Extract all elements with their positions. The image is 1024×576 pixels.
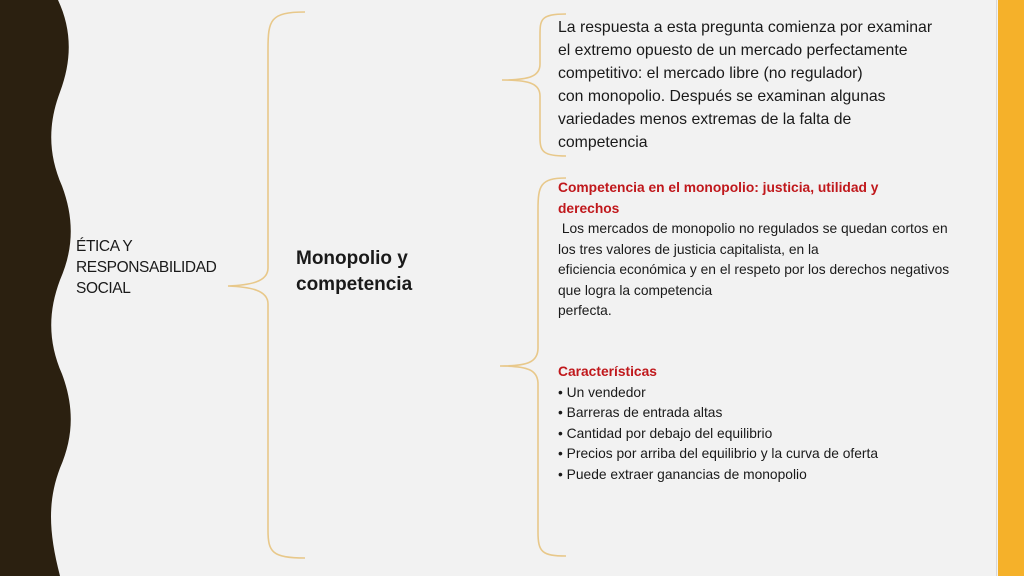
list-item: • Un vendedor [558,383,1003,404]
competencia-heading: Competencia en el monopolio: justicia, utilidad y [558,180,879,195]
caracteristicas-list [558,383,1003,486]
subtopic-line: Monopolio y [296,248,408,269]
intro-line: competencia [558,134,648,151]
competencia-body-line: que logra la competencia [558,282,713,298]
competencia-section [558,178,1003,322]
main-topic-line: ÉTICA Y [76,238,133,255]
brace-details [500,178,566,556]
competencia-body-line: eficiencia económica y en el respeto por los derechos negativos [558,262,950,277]
subtopic-heading [296,246,486,298]
subtopic-line: competencia [296,274,413,295]
intro-paragraph [558,16,998,154]
main-topic [76,236,246,299]
caracteristicas-heading: Características [558,364,657,379]
main-topic-line: SOCIAL [76,280,131,297]
brace-intro [502,14,566,156]
intro-line: el extremo opuesto de un mercado perfectamente [558,42,908,59]
decorative-wavy-band [0,0,80,576]
list-item: • Cantidad por debajo del equilibrio [558,424,1003,445]
intro-line: variedades menos extremas de la falta de [558,111,852,128]
competencia-body-line: Los mercados de monopolio no regulados se quedan cortos en [558,221,948,236]
intro-line: competitivo: el mercado libre (no regulador) [558,65,863,82]
caracteristicas-section [558,362,1003,485]
main-topic-line: RESPONSABILIDAD [76,259,217,276]
list-item: • Precios por arriba del equilibrio y la curva de oferta [558,444,1003,465]
list-item: • Barreras de entrada altas [558,403,1003,424]
competencia-body-line: perfecta. [558,303,612,318]
competencia-heading: derechos [558,200,620,216]
intro-line: La respuesta a esta pregunta comienza por examinar [558,19,933,36]
competencia-body-line: los tres valores de justicia capitalista, en la [558,241,819,257]
list-item: • Puede extraer ganancias de monopolio [558,465,1003,486]
intro-line: con monopolio. Después se examinan algunas [558,88,886,105]
